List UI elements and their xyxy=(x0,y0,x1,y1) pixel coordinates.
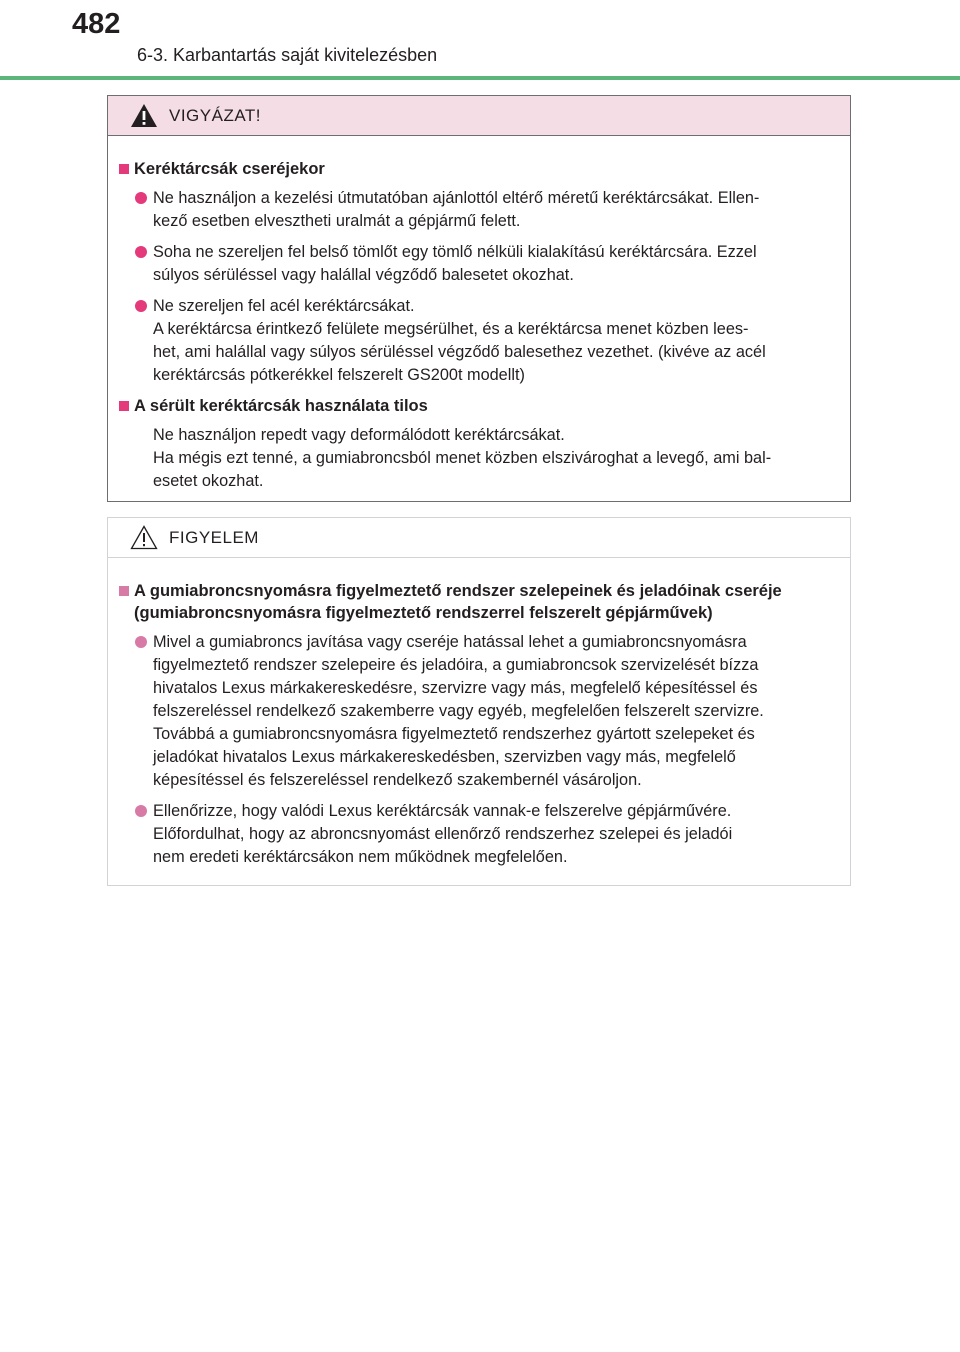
text-line: Továbbá a gumiabroncsnyomásra figyelmeztető rendszerhez gyártott szelepeket és xyxy=(153,725,755,743)
heading-text: A gumiabroncsnyomásra figyelmeztető rendszer szelepeinek és jeladóinak cseréje xyxy=(134,582,782,600)
heading-text: (gumiabroncsnyomásra figyelmeztető rendszerrel felszerelt gépjárművek) xyxy=(134,604,713,622)
heading-text: Keréktárcsák cseréjekor xyxy=(134,160,325,178)
text-line: képesítéssel és felszereléssel rendelkező szakembernél vásároljon. xyxy=(153,771,642,789)
text-line: keréktárcsás pótkerékkel felszerelt GS200t modellt) xyxy=(153,366,525,384)
list-item xyxy=(118,241,840,287)
text-line: Ne használjon repedt vagy deformálódott keréktárcsákat. xyxy=(153,426,565,444)
text-line: figyelmeztető rendszer szelepeire és jeladóira, a gumiabroncsok szervizelését bízza xyxy=(153,656,759,674)
round-bullet-icon xyxy=(135,192,147,204)
square-bullet-icon xyxy=(119,586,129,596)
text-line: Ne használjon a kezelési útmutatóban ajánlottól eltérő méretű keréktárcsákat. Ellen- xyxy=(153,189,760,207)
caution-triangle-icon xyxy=(130,525,158,550)
text-line: Ne szereljen fel acél keréktárcsákat. xyxy=(153,297,415,315)
warning-triangle-icon xyxy=(130,103,158,128)
text-line: Ha mégis ezt tenné, a gumiabroncsból menet közben elszivároghat a levegő, ami bal- xyxy=(153,449,772,467)
paragraph xyxy=(118,424,840,493)
text-line: het, ami halállal vagy súlyos sérüléssel végződő balesethez vezethet. (kivéve az acél xyxy=(153,343,766,361)
notice-title: FIGYELEM xyxy=(169,528,259,547)
notice-box-header xyxy=(108,518,850,558)
text-line: kező esetben elvesztheti uralmát a gépjármű felett. xyxy=(153,212,521,230)
list-item xyxy=(118,295,840,387)
text-line: esetet okozhat. xyxy=(153,472,264,490)
round-bullet-icon xyxy=(135,636,147,648)
section-heading xyxy=(118,580,840,624)
section-heading xyxy=(118,395,840,417)
list-item xyxy=(118,631,840,792)
warning-title: VIGYÁZAT! xyxy=(169,106,262,125)
section-title: 6-3. Karbantartás saját kivitelezésben xyxy=(137,45,438,65)
square-bullet-icon xyxy=(119,164,129,174)
notice-body xyxy=(108,558,850,869)
text-line: súlyos sérüléssel vagy halállal végződő balesetet okozhat. xyxy=(153,266,574,284)
list-item xyxy=(118,800,840,869)
text-line: Mivel a gumiabroncs javítása vagy cseréje hatással lehet a gumiabroncsnyomásra xyxy=(153,633,747,651)
page-number: 482 xyxy=(72,8,121,40)
warning-box xyxy=(107,95,851,502)
round-bullet-icon xyxy=(135,300,147,312)
text-line: Előfordulhat, hogy az abroncsnyomást ellenőrző rendszerhez szelepei és jeladói xyxy=(153,825,733,843)
section-heading xyxy=(118,158,840,180)
page-header xyxy=(0,0,960,80)
header-rule xyxy=(0,76,960,80)
list-item xyxy=(118,187,840,233)
heading-text: A sérült keréktárcsák használata tilos xyxy=(134,397,428,415)
warning-box-header xyxy=(108,96,850,136)
notice-box xyxy=(107,517,851,886)
text-line: hivatalos Lexus márkakereskedésre, szervizre vagy más, megfelelő képesítéssel és xyxy=(153,679,758,697)
text-line: Soha ne szereljen fel belső tömlőt egy tömlő nélküli kialakítású keréktárcsára. Ezzel xyxy=(153,243,757,261)
round-bullet-icon xyxy=(135,805,147,817)
warning-body xyxy=(108,136,850,493)
text-line: nem eredeti keréktárcsákon nem működnek megfelelően. xyxy=(153,848,568,866)
text-line: felszereléssel rendelkező szakemberre vagy egyéb, megfelelően felszerelt szervizre. xyxy=(153,702,764,720)
text-line: A keréktárcsa érintkező felülete megsérülhet, és a keréktárcsa menet közben lees- xyxy=(153,320,749,338)
square-bullet-icon xyxy=(119,401,129,411)
round-bullet-icon xyxy=(135,246,147,258)
text-line: Ellenőrizze, hogy valódi Lexus keréktárcsák vannak-e felszerelve gépjárművére. xyxy=(153,802,732,820)
text-line: jeladókat hivatalos Lexus márkakereskedésben, szervizben vagy más, megfelelő xyxy=(153,748,736,766)
